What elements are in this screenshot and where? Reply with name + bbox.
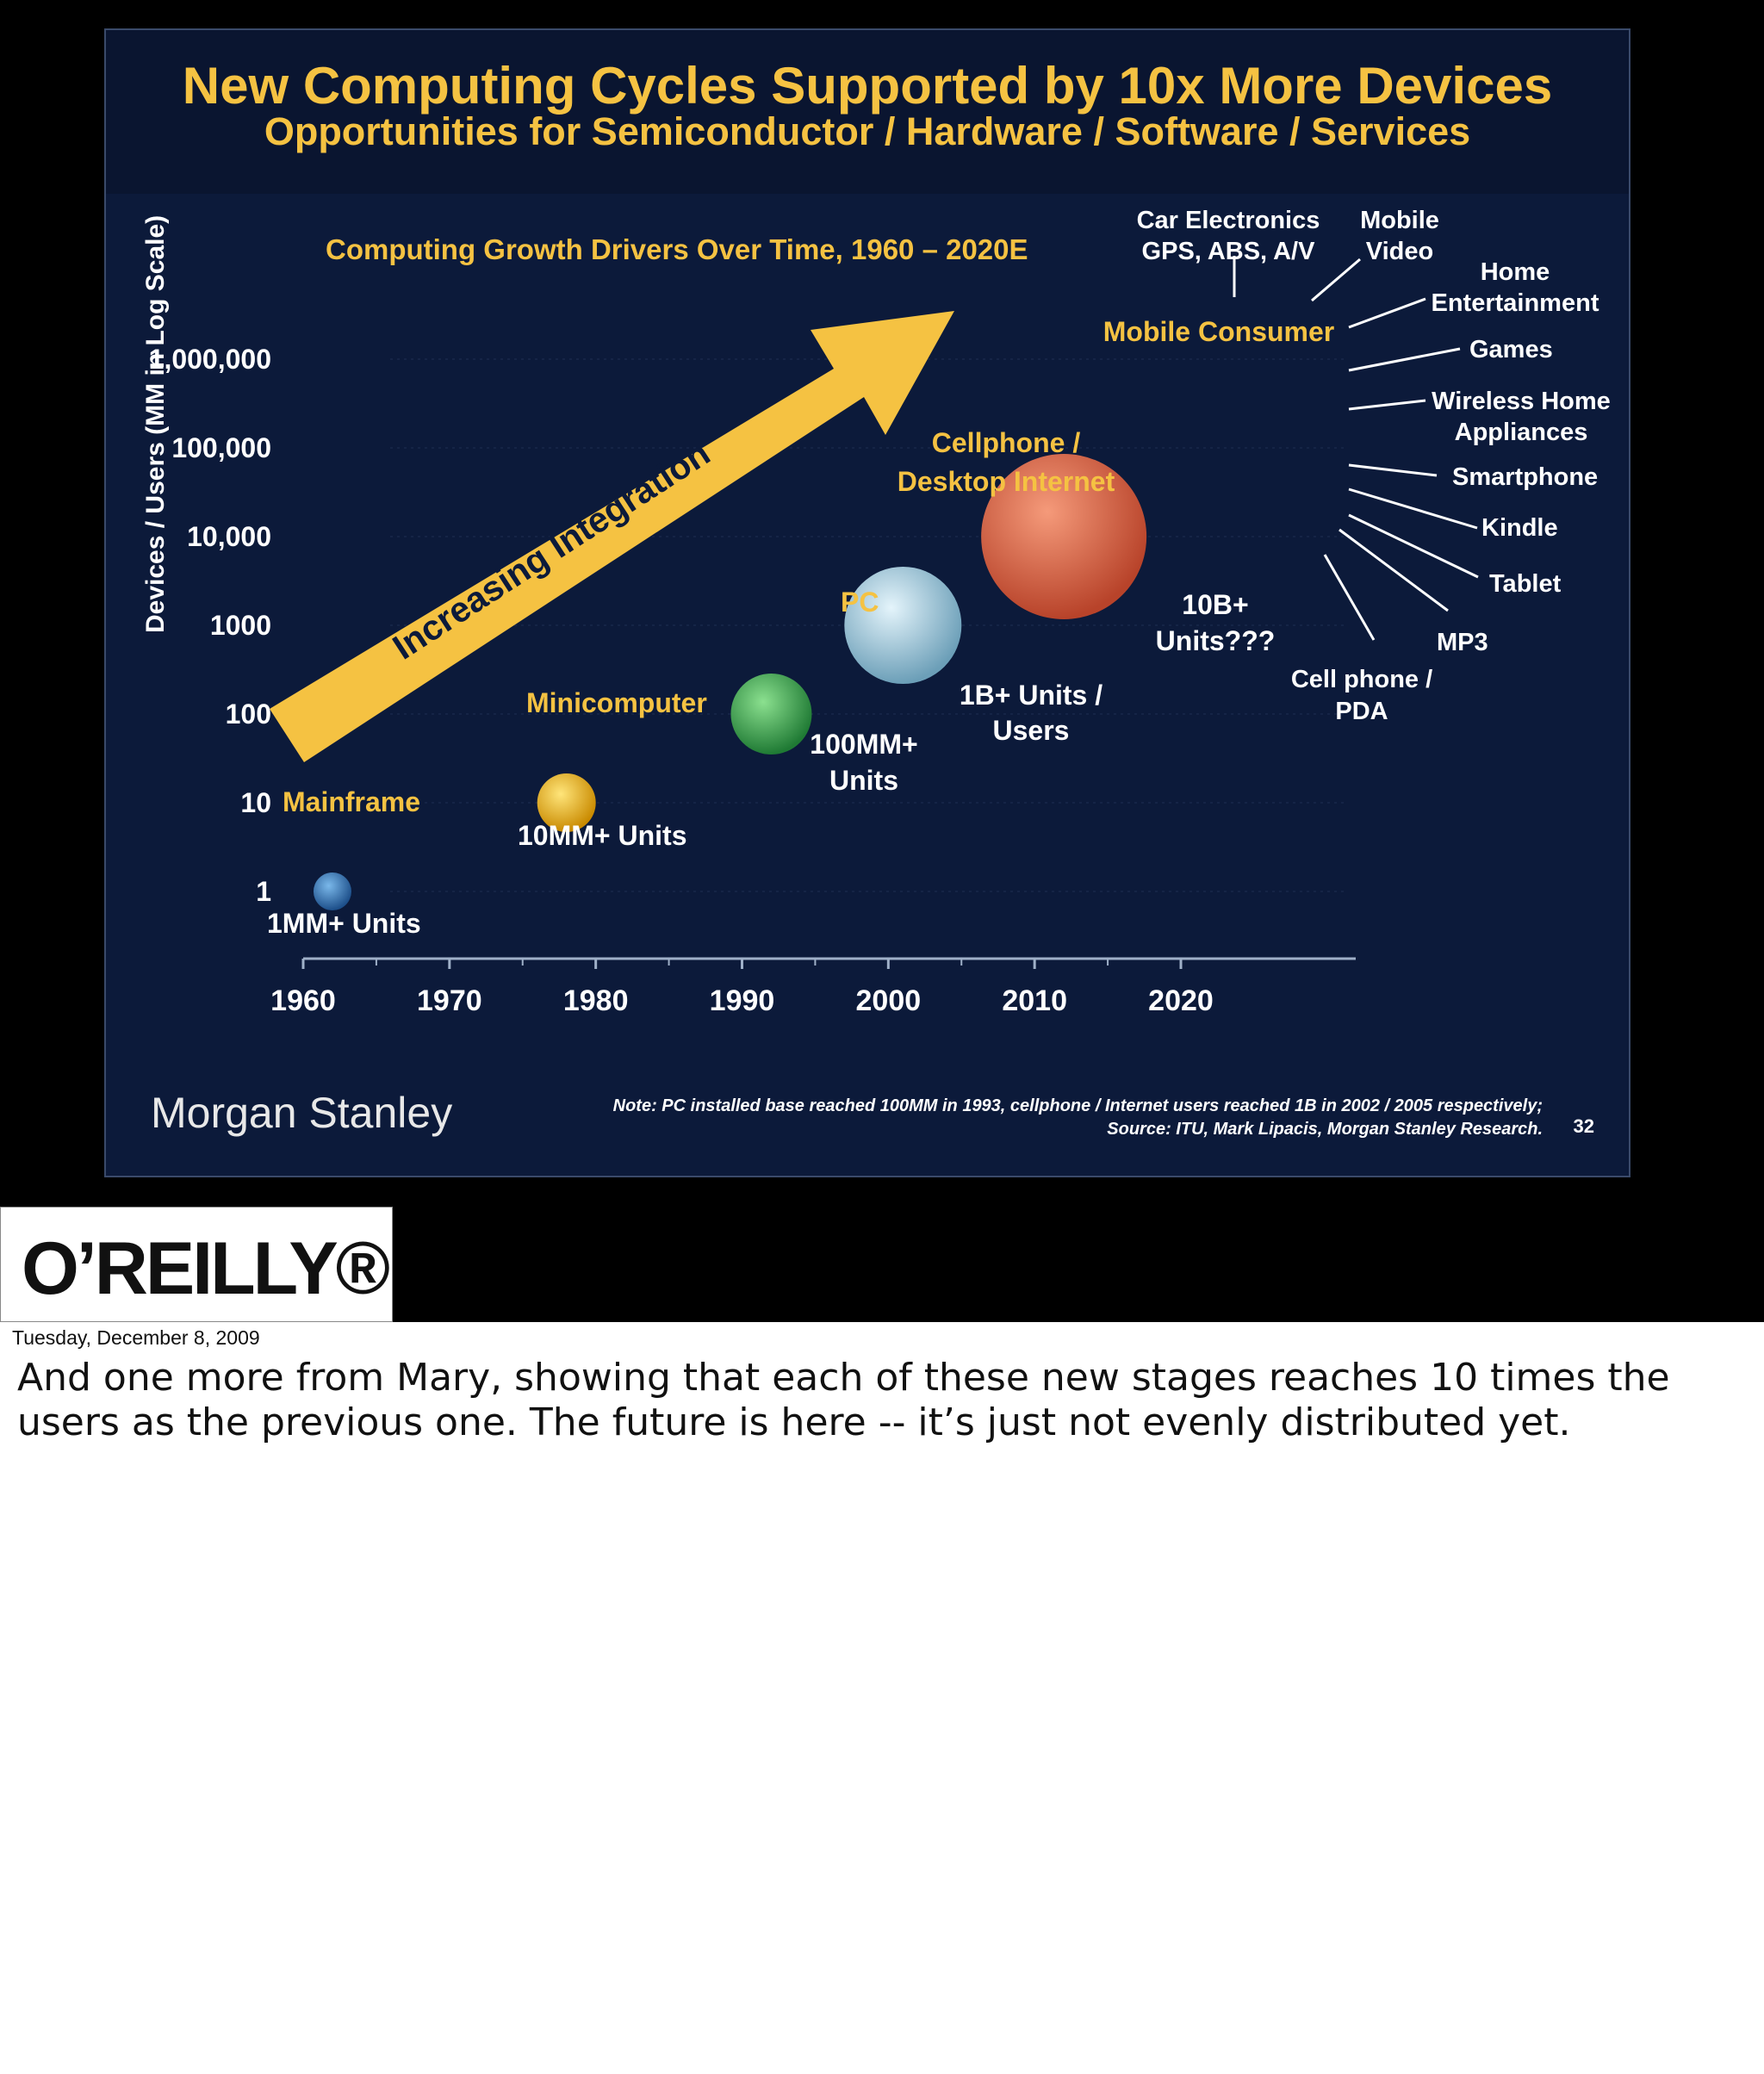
device-video-line1: Mobile bbox=[1360, 207, 1439, 234]
x-tick-label: 2000 bbox=[855, 984, 922, 1017]
cellphone-label-line2: Desktop Internet bbox=[897, 466, 1115, 497]
data-point-cellphone-desktop-internet bbox=[844, 567, 961, 684]
device-wireless-line2: Appliances bbox=[1454, 419, 1588, 446]
device-video-line2: Video bbox=[1365, 238, 1434, 265]
mobile-units-line1: 10B+ bbox=[1182, 589, 1249, 620]
presenter-notes[interactable]: And one more from Mary, showing that each of these new stages reaches 10 times the users as the previous one. The future is here -- it’s just not evenly distributed yet. bbox=[17, 1356, 1670, 1444]
device-smartphone: Smartphone bbox=[1452, 463, 1599, 491]
slide-date: Tuesday, December 8, 2009 bbox=[12, 1326, 260, 1349]
minicomputer-label: Minicomputer bbox=[526, 687, 707, 718]
mainframe-units: 1MM+ Units bbox=[267, 908, 421, 939]
device-cellpda-line2: PDA bbox=[1335, 698, 1388, 725]
device-home-line2: Entertainment bbox=[1431, 289, 1599, 317]
y-tick-label: 100 bbox=[225, 699, 271, 730]
x-tick-label: 1980 bbox=[562, 984, 629, 1017]
morgan-stanley-logo: Morgan Stanley bbox=[151, 1089, 453, 1137]
slide-note bbox=[613, 1095, 1543, 1141]
y-tick-label: 1 bbox=[256, 876, 271, 907]
device-cellpda-line1: Cell phone / bbox=[1290, 666, 1433, 693]
slide-subtitle: Opportunities for Semiconductor / Hardware / Software / Services bbox=[264, 109, 1471, 153]
data-point-mainframe bbox=[314, 872, 351, 910]
device-wireless-line1: Wireless Home bbox=[1432, 388, 1611, 415]
pc-units-line1: 100MM+ bbox=[810, 729, 918, 760]
device-home-line1: Home bbox=[1480, 258, 1550, 286]
slide-page-number: 32 bbox=[1573, 1115, 1594, 1137]
y-tick-label: 1,000,000 bbox=[148, 344, 271, 375]
device-kindle: Kindle bbox=[1481, 514, 1558, 542]
x-tick-label: 2010 bbox=[1002, 984, 1067, 1017]
y-axis-label: Devices / Users (MM in Log Scale) bbox=[141, 214, 170, 633]
x-tick-label: 1960 bbox=[270, 984, 336, 1017]
cellphone-label-line1: Cellphone / bbox=[931, 427, 1081, 458]
oreilly-logo-text: O’REILLY® bbox=[22, 1227, 388, 1310]
mobile-consumer-label: Mobile Consumer bbox=[1102, 316, 1335, 347]
device-mp3: MP3 bbox=[1437, 629, 1488, 656]
mobile-units-line2: Units??? bbox=[1155, 625, 1276, 656]
mainframe-label: Mainframe bbox=[283, 786, 421, 817]
y-tick-label: 100,000 bbox=[171, 432, 271, 463]
y-tick-label: 1000 bbox=[209, 610, 271, 641]
y-tick-label: 10,000 bbox=[187, 521, 271, 552]
note-line-1: Note: PC installed base reached 100MM in 1993, cellphone / Internet users reached 1B in 2002 / 2005 respectively; bbox=[612, 1096, 1543, 1115]
x-axis bbox=[270, 959, 1356, 1017]
pc-label: PC bbox=[841, 587, 879, 618]
x-tick-label: 1970 bbox=[417, 984, 482, 1017]
y-tick-label: 10 bbox=[240, 787, 271, 818]
chart-title: Computing Growth Drivers Over Time, 1960 – 2020E bbox=[326, 233, 1028, 265]
note-line-2: Source: ITU, Mark Lipacis, Morgan Stanley Research. bbox=[1107, 1120, 1543, 1139]
device-tablet: Tablet bbox=[1489, 570, 1562, 598]
pc-units-line2: Units bbox=[829, 765, 898, 796]
x-tick-label: 1990 bbox=[709, 984, 775, 1017]
device-car-line1: Car Electronics bbox=[1136, 207, 1320, 234]
slide-title: New Computing Cycles Supported by 10x More Devices bbox=[182, 57, 1553, 115]
device-car-line2: GPS, ABS, A/V bbox=[1141, 238, 1315, 265]
cellphone-units-line2: Users bbox=[992, 715, 1070, 746]
device-games: Games bbox=[1469, 336, 1553, 363]
arrow-label: Increasing Integration bbox=[385, 432, 717, 668]
slide bbox=[104, 28, 1630, 1177]
cellphone-units-line1: 1B+ Units / bbox=[959, 680, 1103, 711]
data-point-pc bbox=[730, 674, 811, 754]
oreilly-logo bbox=[0, 1207, 393, 1322]
growth-chart bbox=[106, 30, 1630, 1177]
minicomputer-units: 10MM+ Units bbox=[518, 820, 687, 851]
x-tick-label: 2020 bbox=[1148, 984, 1214, 1017]
